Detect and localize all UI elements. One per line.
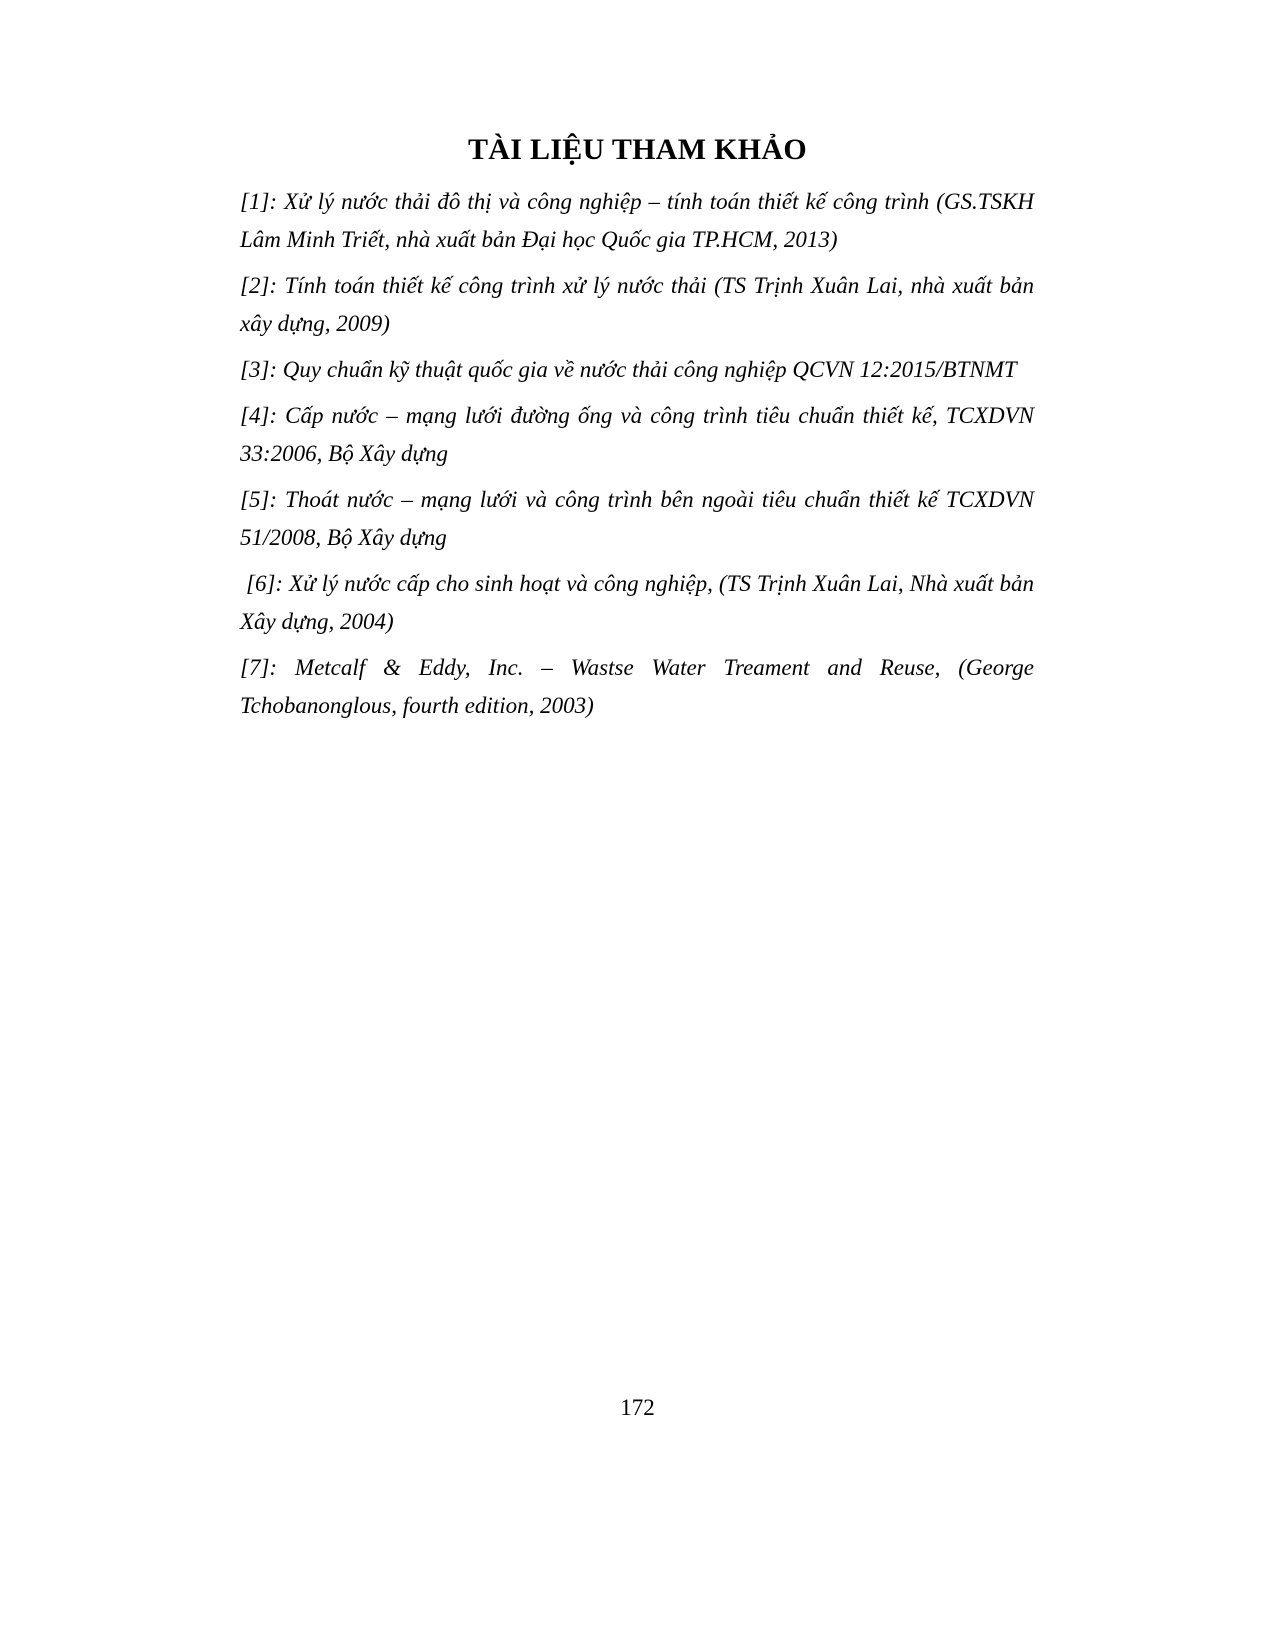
reference-item-3: [3]: Quy chuẩn kỹ thuật quốc gia về nước thải công nghiệp QCVN 12:2015/BTNMT [240,357,1017,382]
reference-item-5: [5]: Thoát nước – mạng lưới và công trình bên ngoài tiêu chuẩn thiết kế TCXDVN 51/2008, Bộ Xây dựng [240,487,1034,550]
page-number: 172 [620,1395,655,1420]
page-title: TÀI LIỆU THAM KHẢO [467,133,808,166]
reference-item-7: [7]: Metcalf & Eddy, Inc. – Wastse Water Treament and Reuse, (George Tchobanonglous, fourth edition, 2003) [240,655,1034,718]
reference-item-6: [6]: Xử lý nước cấp cho sinh hoạt và công nghiệp, (TS Trịnh Xuân Lai, Nhà xuất bản Xây dựng, 2004) [240,571,1034,634]
reference-item-4: [4]: Cấp nước – mạng lưới đường ống và công trình tiêu chuẩn thiết kế, TCXDVN 33:2006, Bộ Xây dựng [240,403,1034,466]
reference-item-1: [1]: Xử lý nước thải đô thị và công nghiệp – tính toán thiết kế công trình (GS.TSKH Lâm Minh Triết, nhà xuất bản Đại học Quốc gia TP.HCM, 2013) [240,189,1034,252]
reference-list [240,183,1034,733]
reference-item-2: [2]: Tính toán thiết kế công trình xử lý nước thải (TS Trịnh Xuân Lai, nhà xuất bản xây dựng, 2009) [240,273,1034,336]
